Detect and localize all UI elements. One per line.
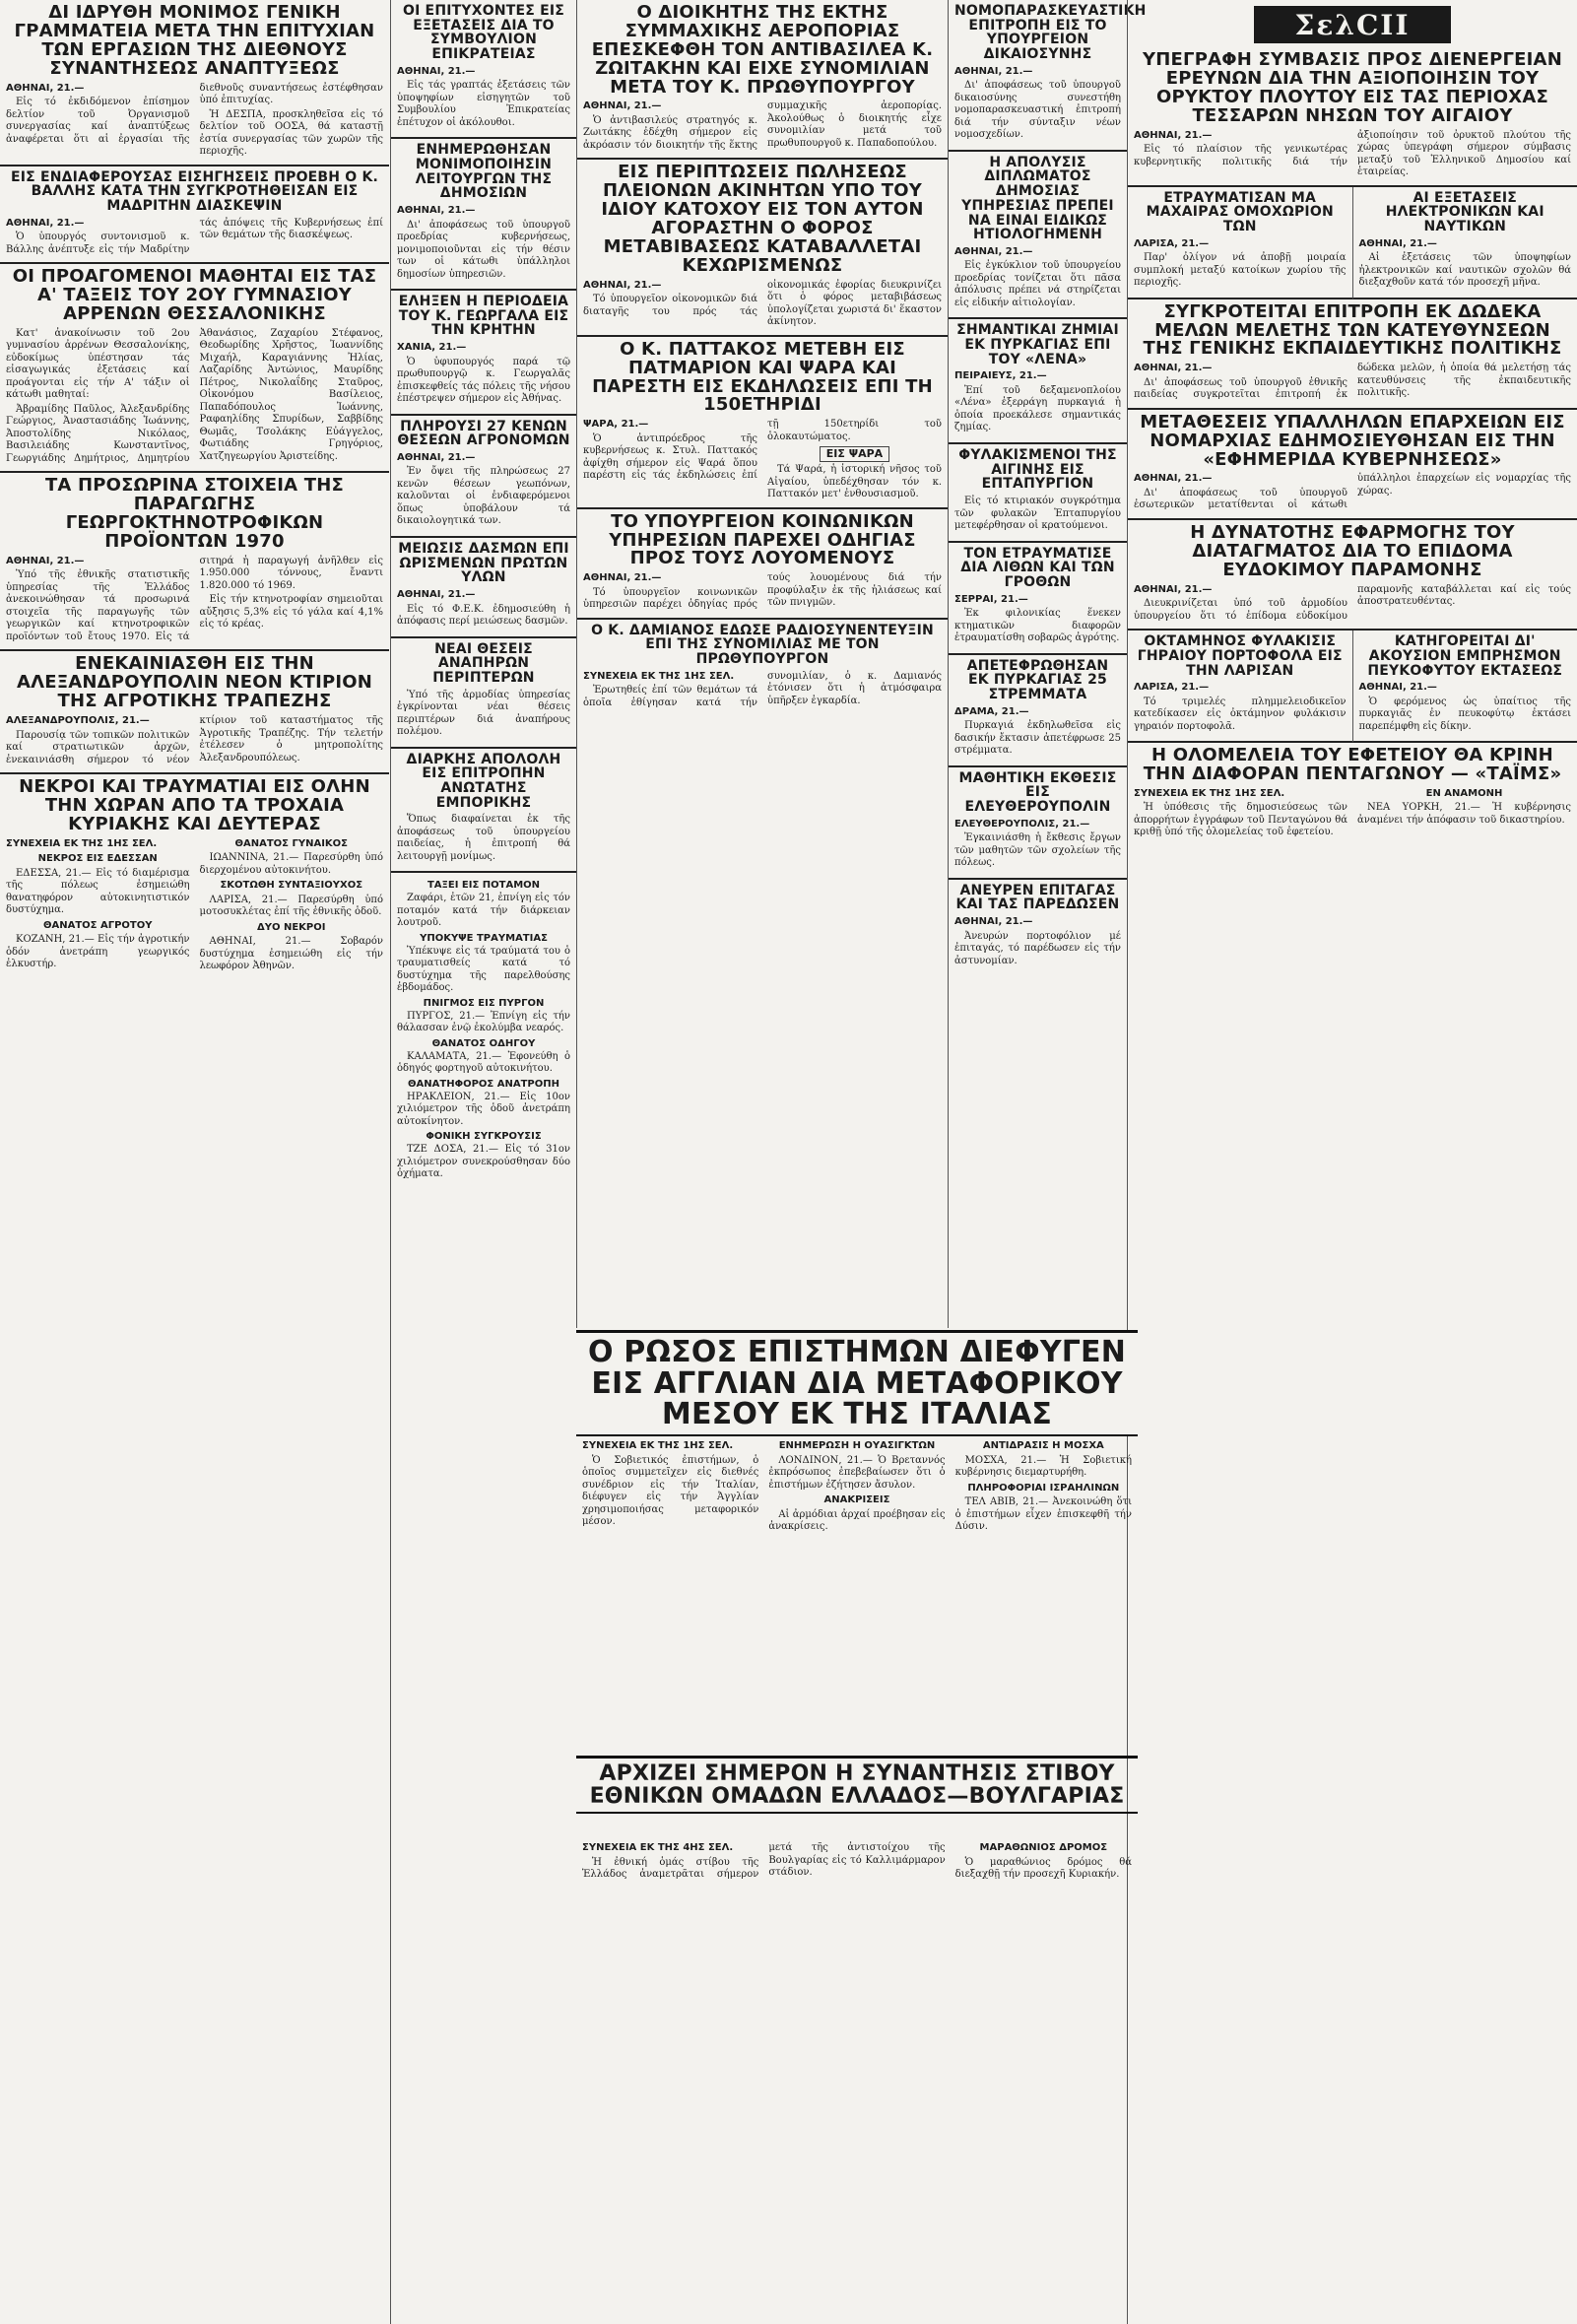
article-prisoners: ΦΥΛΑΚΙΣΜΕΝΟΙ ΤΗΣ ΑΙΓΙΝΗΣ ΕΙΣ ΕΠΤΑΠΥΡΓΙΟΝ Εἰς τό κτιριακόν συγκρότημα τῶν φυλακῶν Ἑπταπυργίου μετεφέρθησαν οἱ κρατούμενοι.: [949, 444, 1127, 543]
article-allowance-decree: Η ΔΥΝΑΤΟΤΗΣ ΕΦΑΡΜΟΓΗΣ ΤΟΥ ΔΙΑΤΑΓΜΑΤΟΣ ΔΙΑ ΤΟ ΕΠΙΔΟΜΑ ΕΥΔΟΚΙΜΟΥ ΠΑΡΑΜΟΝΗΣ ΑΘΗΝΑΙ, 21.— Διευκρινίζεται ὑπό τοῦ ἀρμοδίου ὑπουργείου ὅτι τό ἐπίδομα εὐδοκίμου παραμονῆς καταβάλλεται καί εἰς τούς ἀποστρατευθέντας.: [1128, 520, 1577, 631]
column-1: [0, 0, 389, 2324]
article-fire-25-acres: ΑΠΕΤΕΦΡΩΘΗΣΑΝ ΕΚ ΠΥΡΚΑΓΙΑΣ 25 ΣΤΡΕΜΜΑΤΑ ΔΡΑΜΑ, 21.— Πυρκαγιά ἐκδηλωθεῖσα εἰς δασικήν ἔκτασιν ἀπετέφρωσε 25 στρέμματα.: [949, 655, 1127, 767]
column-3: [576, 0, 948, 1328]
article-pentagon-times: Η ΟΛΟΜΕΛΕΙΑ ΤΟΥ ΕΦΕΤΕΙΟΥ ΘΑ ΚΡΙΝΗ ΤΗΝ ΔΙΑΦΟΡΑΝ ΠΕΝΤΑΓΩΝΟΥ — «ΤΑΪΜΣ» ΣΥΝΕΧΕΙΑ ΕΚ ΤΗΣ 1ΗΣ ΣΕΛ. Ἡ ὑπόθεσις τῆς δημοσιεύσεως τῶν ἀπορρήτων ἐγγράφων τοῦ Πενταγώνου θά κριθῇ ὑπό τῆς ὁλομελείας τοῦ ἐφετείου. ΕΝ ΑΝΑΜΟΝΗ ΝΕΑ ΥΟΡΚΗ, 21.— Ἡ κυβέρνησις ἀναμένει τήν ἀπόφασιν τοῦ δικαστηρίου.: [1134, 745, 1571, 838]
article-short-news: ΤΑΞΕΙ ΕΙΣ ΠΟΤΑΜΟΝ Ζαφάρι, ἐτῶν 21, ἐπνίγη εἰς τόν ποταμόν κατά τήν διάρκειαν λουτροῦ. ΥΠΟΚΥΨΕ ΤΡΑΥΜΑΤΙΑΣ Ὑπέκυψε εἰς τά τραύματά του ὁ τραυματισθείς κατά τό δυστύχημα τῆς παρελθούσης ἑβδομάδος. ΠΝΙΓΜΟΣ ΕΙΣ ΠΥΡΓΟΝ ΠΥΡΓΟΣ, 21.— Ἐπνίγη εἰς τήν θάλασσαν ἐνῷ ἐκολύμβα νεαρός. ΘΑΝΑΤΟΣ ΟΔΗΓΟΥ ΚΑΛΑΜΑΤΑ, 21.— Ἐφονεύθη ὁ ὁδηγός φορτηγοῦ αὐτοκινήτου. ΘΑΝΑΤΗΦΟΡΟΣ ΑΝΑΤΡΟΠΗ ΗΡΑΚΛΕΙΟΝ, 21.— Εἰς 10ον χιλιόμετρον τῆς ὁδοῦ ἀνετράπη αὐτοκίνητον. ΦΟΝΙΚΗ ΣΥΓΚΡΟΥΣΙΣ ΤΖΕ ΔΟΣΑ, 21.— Εἰς τό 31ον χιλιόμετρον συνεκρούσθησαν δύο ὀχήματα.: [397, 880, 570, 1180]
section-logo: ΣελCII: [1254, 6, 1451, 43]
article-bathers: ΤΟ ΥΠΟΥΡΓΕΙΟΝ ΚΟΙΝΩΝΙΚΩΝ ΥΠΗΡΕΣΙΩΝ ΠΑΡΕΧΕΙ ΟΔΗΓΙΑΣ ΠΡΟΣ ΤΟΥΣ ΛΟΥΟΜΕΝΟΥΣ ΑΘΗΝΑΙ, 21.— Τό ὑπουργεῖον κοινωνικῶν ὑπηρεσιῶν παρέχει ὁδηγίας πρός τούς λουομένους διά τήν προφύλαξιν ἐκ τῆς ἡλιάσεως καί τῶν πνιγμῶν.: [577, 509, 948, 620]
headline: ΟΙ ΠΡΟΑΓΟΜΕΝΟΙ ΜΑΘΗΤΑΙ ΕΙΣ ΤΑΣ Α' ΤΑΞΕΙΣ ΤΟΥ 2ΟΥ ΓΥΜΝΑΣΙΟΥ ΑΡΡΕΝΩΝ ΘΕΣΣΑΛΟΝΙΚΗΣ: [12, 266, 377, 324]
headline: ΕΙΣ ΕΝΔΙΑΦΕΡΟΥΣΑΣ ΕΙΣΗΓΗΣΕΙΣ ΠΡΟΕΒΗ Ο Κ. ΒΑΛΛΗΣ ΚΑΤΑ ΤΗΝ ΣΥΓΚΡΟΤΗΘΕΙΣΑΝ ΕΙΣ ΜΑΔΡΙΤΗΝ ΔΙΑΣΚΕΨΙΝ: [10, 168, 379, 214]
article-georgalas-crete: ΕΛΗΞΕΝ Η ΠΕΡΙΟΔΕΙΑ ΤΟΥ Κ. ΓΕΩΡΓΑΛΑ ΕΙΣ ΤΗΝ ΚΡΗΤΗΝ ΧΑΝΙΑ, 21.— Ὁ ὑφυπουργός παρά τῷ πρωθυπουργῷ κ. Γεωργαλᾶς ἐπισκεφθείς τάς πόλεις τῆς νήσου ἐπέστρεψεν σήμερον εἰς Ἀθήνας.: [391, 291, 576, 416]
article-law-committee: ΝΟΜΟΠΑΡΑΣΚΕΥΑΣΤΙΚΗ ΕΠΙΤΡΟΠΗ ΕΙΣ ΤΟ ΥΠΟΥΡΓΕΙΟΝ ΔΙΚΑΙΟΣΥΝΗΣ ΑΘΗΝΑΙ, 21.— Δι' ἀποφάσεως τοῦ ὑπουργοῦ δικαιοσύνης συνεστήθη νομοπαρασκευαστική ἐπιτροπή διά τήν σύνταξιν νέων νομοσχεδίων.: [949, 0, 1127, 152]
article-lena-fire: ΣΗΜΑΝΤΙΚΑΙ ΖΗΜΙΑΙ ΕΚ ΠΥΡΚΑΓΙΑΣ ΕΠΙ ΤΟΥ «ΛΕΝΑ» ΠΕΙΡΑΙΕΥΣ, 21.— Ἐπί τοῦ δεξαμενοπλοίου «Λένα» ἐξερράγη πυρκαγιά ἡ ὁποία προεκάλεσε σημαντικάς ζημίας.: [949, 319, 1127, 444]
article-general-secretariat: [0, 0, 389, 166]
article-vallis: ΕΙΣ ΕΝΔΙΑΦΕΡΟΥΣΑΣ ΕΙΣΗΓΗΣΕΙΣ ΠΡΟΕΒΗ Ο Κ. ΒΑΛΛΗΣ ΚΑΤΑ ΤΗΝ ΣΥΓΚΡΟΤΗΘΕΙΣΑΝ ΕΙΣ ΜΑΔΡΙΤΗΝ ΔΙΑΣΚΕΨΙΝ ΑΘΗΝΑΙ, 21.— Ὁ ὑπουργός συντονισμοῦ κ. Βάλλης ἀνέπτυξε εἰς τήν Μαδρίτην τάς ἀπόψεις τῆς Κυβερνήσεως ἐπί τῶν θεμάτων τῆς διασκέψεως.: [0, 166, 389, 265]
article-dismissal: Η ΑΠΟΛΥΣΙΣ ΔΙΠΛΩΜΑΤΟΣ ΔΗΜΟΣΙΑΣ ΥΠΗΡΕΣΙΑΣ ΠΡΕΠΕΙ ΝΑ ΕΙΝΑΙ ΕΙΔΙΚΩΣ ΗΤΙΟΛΟΓΗΜΕΝΗ ΑΘΗΝΑΙ, 21.— Εἰς ἐγκύκλιον τοῦ ὑπουργείου προεδρίας τονίζεται ὅτι πᾶσα ἀπόλυσις πρέπει νά στηρίζεται εἰς εἰδικήν αἰτιολογίαν.: [949, 152, 1127, 320]
article-body: ΑΘΗΝΑΙ, 21.— Εἰς τό ἐκδιδόμενον ἐπίσημον δελτίον τοῦ Ὀργανισμοῦ συνεργασίας καί ἀναπτύξεως ἀναφέρεται ὅτι αἱ ἐργασίαι τῆς διεθνοῦς συναντήσεως ἐστέφθησαν ὑπό ἐπιτυχίας. Ἡ ΔΕΣΠΑ, προσκληθεῖσα εἰς τό δελτίον τοῦ ΟΟΣΑ, θά καταστῇ ἐστία συνεργασίας τῶν χωρῶν τῆς περιοχῆς.: [6, 82, 383, 158]
article-kiosks: ΝΕΑΙ ΘΕΣΕΙΣ ΑΝΑΠΗΡΩΝ ΠΕΡΙΠΤΕΡΩΝ Ὑπό τῆς ἀρμοδίας ὑπηρεσίας ἐγκρίνονται νέαι θέσεις περιπτέρων διά ἀναπήρους πολέμου.: [391, 638, 576, 749]
article-agronomists: ΠΛΗΡΟΥΣΙ 27 ΚΕΝΩΝ ΘΕΣΕΩΝ ΑΓΡΟΝΟΜΩΝ ΑΘΗΝΑΙ, 21.— Ἐν ὄψει τῆς πληρώσεως 27 κενῶν θέσεων γεωπόνων, καλοῦνται οἱ ἐνδιαφερόμενοι ὅπως ὑποβάλουν τά δικαιολογητικά των.: [391, 416, 576, 538]
column-5: [1127, 0, 1577, 2324]
article-council-of-state: ΟΙ ΕΠΙΤΥΧΟΝΤΕΣ ΕΙΣ ΕΞΕΤΑΣΕΙΣ ΔΙΑ ΤΟ ΣΥΜΒΟΥΛΙΟΝ ΕΠΙΚΡΑΤΕΙΑΣ ΑΘΗΝΑΙ, 21.— Εἰς τάς γραπτάς ἐξετάσεις τῶν ὑποψηφίων εἰσηγητῶν τοῦ Συμβουλίου Ἐπικρατείας ἐπέτυχον οἱ ἀκόλουθοι.: [391, 0, 576, 139]
article-damianos-interview: Ο Κ. ΔΑΜΙΑΝΟΣ ΕΔΩΣΕ ΡΑΔΙΟΣΥΝΕΝΤΕΥΞΙΝ ΕΠΙ ΤΗΣ ΣΥΝΟΜΙΛΙΑΣ ΜΕ ΤΟΝ ΠΡΩΘΥΠΟΥΡΓΟΝ ΣΥΝΕΧΕΙΑ ΕΚ ΤΗΣ 1ΗΣ ΣΕΛ. Ἐρωτηθείς ἐπί τῶν θεμάτων τά ὁποῖα ἐθίγησαν κατά τήν συνομιλίαν, ὁ κ. Δαμιανός ἐτόνισεν ὅτι ἡ ἀτμόσφαιρα ὑπῆρξεν ἐγκαρδία.: [583, 622, 942, 708]
article-property-tax: ΕΙΣ ΠΕΡΙΠΤΩΣΕΙΣ ΠΩΛΗΣΕΩΣ ΠΛΕΙΟΝΩΝ ΑΚΙΝΗΤΩΝ ΥΠΟ ΤΟΥ ΙΔΙΟΥ ΚΑΤΟΧΟΥ ΕΙΣ ΤΟΝ ΑΥΤΟΝ ΑΓΟΡΑΣΤΗΝ Ο ΦΟΡΟΣ ΜΕΤΑΒΙΒΑΣΕΩΣ ΚΑΤΑΒΑΛΛΕΤΑΙ ΚΕΧΩΡΙΣΜΕΝΩΣ ΑΘΗΝΑΙ, 21.— Τό ὑπουργεῖον οἰκονομικῶν διά διαταγῆς του πρός τάς οἰκονομικάς ἐφορίας διευκρινίζει ὅτι ὁ φόρος μεταβιβάσεως ὑπολογίζεται χωριστά δι' ἕκαστον ἀκίνητον.: [577, 160, 948, 336]
article-tariffs: ΜΕΙΩΣΙΣ ΔΑΣΜΩΝ ΕΠΙ ΩΡΙΣΜΕΝΩΝ ΠΡΩΤΩΝ ΥΛΩΝ ΑΘΗΝΑΙ, 21.— Εἰς τό Φ.Ε.Κ. ἐδημοσιεύθη ἡ ἀπόφασις περί μειώσεως δασμῶν.: [391, 538, 576, 638]
article-education-committee: ΣΥΓΚΡΟΤΕΙΤΑΙ ΕΠΙΤΡΟΠΗ ΕΚ ΔΩΔΕΚΑ ΜΕΛΩΝ ΜΕΛΕΤΗΣ ΤΩΝ ΚΑΤΕΥΘΥΝΣΕΩΝ ΤΗΣ ΓΕΝΙΚΗΣ ΕΚΠΑΙΔΕΥΤΙΚΗΣ ΠΟΛΙΤΙΚΗΣ ΑΘΗΝΑΙ, 21.— Δι' ἀποφάσεως τοῦ ὑπουργοῦ ἐθνικῆς παιδείας συγκροτεῖται ἐπιτροπή ἐκ δώδεκα μελῶν, ἡ ὁποία θά μελετήσῃ τάς κατευθύνσεις τῆς ἐκπαιδευτικῆς πολιτικῆς.: [1128, 299, 1577, 410]
wide-headline-athletics: ΑΡΧΙΖΕΙ ΣΗΜΕΡΟΝ Η ΣΥΝΑΝΤΗΣΙΣ ΣΤΙΒΟΥ ΕΘΝΙΚΩΝ ΟΜΑΔΩΝ ΕΛΛΑΔΟΣ—ΒΟΥΛΓΑΡΙΑΣ: [576, 1756, 1138, 1814]
article-checks-found: ΑΝΕΥΡΕΝ ΕΠΙΤΑΓΑΣ ΚΑΙ ΤΑΣ ΠΑΡΕΔΩΣΕΝ ΑΘΗΝΑΙ, 21.— Ἀνευρών πορτοφόλιον μέ ἐπιταγάς, τό παρέδωσεν εἰς τήν ἀστυνομίαν.: [954, 882, 1121, 966]
column-4: [948, 0, 1147, 1328]
article-injured-stones: ΤΟΝ ΕΤΡΑΥΜΑΤΙΣΕ ΔΙΑ ΛΙΘΩΝ ΚΑΙ ΤΩΝ ΓΡΟΘΩΝ ΣΕΡΡΑΙ, 21.— Ἐκ φιλονικίας ἕνεκεν κτηματικῶν διαφορῶν ἐτραυματίσθη σοβαρῶς ἀγρότης.: [949, 543, 1127, 655]
article-electronics-exams: ΑΙ ΕΞΕΤΑΣΕΙΣ ΗΛΕΚΤΡΟΝΙΚΩΝ ΚΑΙ ΝΑΥΤΙΚΩΝ ΑΘΗΝΑΙ, 21.— Αἱ ἐξετάσεις τῶν ὑποψηφίων ἠλεκτρονικῶν καί ναυτικῶν σχολῶν θά διεξαχθοῦν κατά τόν προσεχῆ μῆνα.: [1352, 187, 1577, 299]
wide-body-athletics: ΣΥΝΕΧΕΙΑ ΕΚ ΤΗΣ 4ΗΣ ΣΕΛ. Ἡ ἐθνική ὁμάς στίβου τῆς Ἑλλάδος ἀναμετρᾶται σήμερον μετά τῆς ἀντιστοίχου τῆς Βουλγαρίας εἰς τό Καλλιμάρμαρον στάδιον. ΜΑΡΑΘΩΝΙΟΣ ΔΡΟΜΟΣ Ὁ μαραθώνιος δρόμος θά διεξαχθῇ τήν προσεχῆ Κυριακήν.: [582, 1842, 1132, 1880]
article-knife-injury: ΕΤΡΑΥΜΑΤΙΣΑΝ ΜΑ ΜΑΧΑΙΡΑΣ ΟΜΟΧΩΡΙΟΝ ΤΩΝ ΛΑΡΙΣΑ, 21.— Παρ' ὀλίγον νά ἀποβῇ μοιραία συμπλοκή μεταξύ κατοίκων χωρίου τῆς περιοχῆς.: [1128, 187, 1352, 299]
column-2: [390, 0, 576, 2324]
article-arson-charge: ΚΑΤΗΓΟΡΕΙΤΑΙ ΔΙ' ΑΚΟΥΣΙΟΝ ΕΜΠΡΗΣΜΟΝ ΠΕΥΚΟΦΥΤΟΥ ΕΚΤΑΣΕΩΣ ΑΘΗΝΑΙ, 21.— Ὁ φερόμενος ὡς ὑπαίτιος τῆς πυρκαγιᾶς ἐν πευκοφύτῳ ἐκτάσει παρεπέμφθη εἰς δίκην.: [1352, 631, 1577, 743]
article-traffic-accidents: ΝΕΚΡΟΙ ΚΑΙ ΤΡΑΥΜΑΤΙΑΙ ΕΙΣ ΟΛΗΝ ΤΗΝ ΧΩΡΑΝ ΑΠΟ ΤΑ ΤΡΟΧΑΙΑ ΚΥΡΙΑΚΗΣ ΚΑΙ ΔΕΥΤΕΡΑΣ ΣΥΝΕΧΕΙΑ ΕΚ ΤΗΣ 1ΗΣ ΣΕΛ. ΝΕΚΡΟΣ ΕΙΣ ΕΔΕΣΣΑΝ ΕΔΕΣΣΑ, 21.— Εἰς τό διαμέρισμα τῆς πόλεως ἐσημειώθη θανατηφόρον αὐτοκινητιστικόν δυστύχημα. ΘΑΝΑΤΟΣ ΑΓΡΟΤΟΥ ΚΟΖΑΝΗ, 21.— Εἰς τήν ἀγροτικήν ὁδόν ἀνετράπη γεωργικός ἐλκυστήρ. ΘΑΝΑΤΟΣ ΓΥΝΑΙΚΟΣ ΙΩΑΝΝΙΝΑ, 21.— Παρεσύρθη ὑπό διερχομένου αὐτοκινήτου. ΣΚΟΤΩΘΗ ΣΥΝΤΑΞΙΟΥΧΟΣ ΛΑΡΙΣΑ, 21.— Παρεσύρθη ὑπό μοτοσυκλέτας ἐπί τῆς ἐθνικῆς ὁδοῦ. ΔΥΟ ΝΕΚΡΟΙ ΑΘΗΝΑΙ, 21.— Σοβαρόν δυστύχημα ἐσημειώθη εἰς τήν λεωφόρον Ἀθηνῶν.: [6, 776, 383, 972]
article-students: ΟΙ ΠΡΟΑΓΟΜΕΝΟΙ ΜΑΘΗΤΑΙ ΕΙΣ ΤΑΣ Α' ΤΑΞΕΙΣ ΤΟΥ 2ΟΥ ΓΥΜΝΑΣΙΟΥ ΑΡΡΕΝΩΝ ΘΕΣΣΑΛΟΝΙΚΗΣ Κατ' ἀνακοίνωσιν τοῦ 2ου γυμνασίου ἀρρένων Θεσσαλονίκης, εὐδοκίμως ὑπέστησαν τάς εἰσαγωγικάς ἐξετάσεις καί προάγονται εἰς τήν Α' τάξιν οἱ κάτωθι μαθηταί: Ἀβραμίδης Παῦλος, Ἀλεξανδρίδης Γεώργιος, Ἀναστασιάδης Ἰωάννης, Ἀποστολίδης Νικόλαος, Βασιλειάδης Κωνσταντῖνος, Γεωργιάδης Δημήτριος, Δημητρίου Ἀθανάσιος, Ζαχαρίου Στέφανος, Θεοδωρίδης Χρῆστος, Ἰωαννίδης Μιχαήλ, Καραγιάννης Ἠλίας, Λαζαρίδης Ἀντώνιος, Μαυρίδης Πέτρος, Νικολαΐδης Σταῦρος, Οἰκονόμου Βασίλειος, Παπαδόπουλος Ἰωάννης, Ραφαηλίδης Σπυρίδων, Σαββίδης Θωμᾶς, Τσολάκης Εὐάγγελος, Φωτιάδης Γρηγόριος, Χατζηγεωργίου Ἀριστείδης.: [0, 264, 389, 473]
wide-body-russian-scientist: ΣΥΝΕΧΕΙΑ ΕΚ ΤΗΣ 1ΗΣ ΣΕΛ. Ὁ Σοβιετικός ἐπιστήμων, ὁ ὁποῖος συμμετεῖχεν εἰς διεθνές συνέδριον εἰς τήν Ἰταλίαν, διέφυγεν εἰς τήν Ἀγγλίαν χρησιμοποιήσας μεταφορικόν μέσον. ΕΝΗΜΕΡΩΣΗ Η ΟΥΑΣΙΓΚΤΩΝ ΛΟΝΔΙΝΟΝ, 21.— Ὁ Βρεταννός ἐκπρόσωπος ἐπεβεβαίωσεν ὅτι ὁ ἐπιστήμων ἐζήτησεν ἄσυλον. ΑΝΑΚΡΙΣΕΙΣ Αἱ ἀρμόδιαι ἀρχαί προέβησαν εἰς ἀνακρίσεις. ΑΝΤΙΔΡΑΣΙΣ Η ΜΟΣΧΑ ΜΟΣΧΑ, 21.— Ἡ Σοβιετική κυβέρνησις διεμαρτυρήθη. ΠΛΗΡΟΦΟΡΙΑΙ ΙΣΡΑΗΛΙΝΩΝ ΤΕΛ ΑΒΙΒ, 21.— Ἀνεκοινώθη ὅτι ὁ ἐπιστήμων εἶχεν ἐπισκεφθῆ τήν Δύσιν.: [582, 1440, 1132, 1532]
article-civil-servants: ΕΝΗΜΕΡΩΘΗΣΑΝ ΜΟΝΙΜΟΠΟΙΗΣΙΝ ΛΕΙΤΟΥΡΓΩΝ ΤΗΣ ΔΗΜΟΣΙΩΝ ΑΘΗΝΑΙ, 21.— Δι' ἀποφάσεως τοῦ ὑπουργοῦ προεδρίας κυβερνήσεως, μονιμοποιοῦνται εἰς τήν θέσιν των οἱ κάτωθι ὑπάλληλοι δημοσίων ὑπηρεσιῶν.: [391, 139, 576, 291]
article-employee-transfers: ΜΕΤΑΘΕΣΕΙΣ ΥΠΑΛΛΗΛΩΝ ΕΠΑΡΧΕΙΩΝ ΕΙΣ ΝΟΜΑΡΧΙΑΣ ΕΔΗΜΟΣΙΕΥΘΗΣΑΝ ΕΙΣ ΤΗΝ «ΕΦΗΜΕΡΙΔΑ ΚΥΒΕΡΝΗΣΕΩΣ» ΑΘΗΝΑΙ, 21.— Δι' ἀποφάσεως τοῦ ὑπουργοῦ ἐσωτερικῶν μετατίθενται οἱ κάτωθι ὑπάλληλοι ἐπαρχείων εἰς νομαρχίας τῆς χώρας.: [1128, 410, 1577, 520]
article-pickpocket: ΟΚΤΑΜΗΝΟΣ ΦΥΛΑΚΙΣΙΣ ΓΗΡΑΙΟΥ ΠΟΡΤΟΦΟΛΑ ΕΙΣ ΤΗΝ ΛΑΡΙΣΑΝ ΛΑΡΙΣΑ, 21.— Τό τριμελές πλημμελειοδικεῖον κατεδίκασεν εἰς ὀκτάμηνον φυλάκισιν γηραιόν πορτοφολᾶ.: [1128, 631, 1352, 743]
article-air-force-commander: Ο ΔΙΟΙΚΗΤΗΣ ΤΗΣ ΕΚΤΗΣ ΣΥΜΜΑΧΙΚΗΣ ΑΕΡΟΠΟΡΙΑΣ ΕΠΕΣΚΕΦΘΗ ΤΟΝ ΑΝΤΙΒΑΣΙΛΕΑ Κ. ΖΩΙΤΑΚΗΝ ΚΑΙ ΕΙΧΕ ΣΥΝΟΜΙΛΙΑΝ ΜΕΤΑ ΤΟΥ Κ. ΠΡΩΘΥΠΟΥΡΓΟΥ ΑΘΗΝΑΙ, 21.— Ὁ ἀντιβασιλεύς στρατηγός κ. Ζωιτάκης ἐδέχθη σήμερον εἰς ἀκρόασιν τόν διοικητήν τῆς ἕκτης συμμαχικῆς ἀεροπορίας. Ἀκολούθως ὁ διοικητής εἶχε συνομιλίαν μετά τοῦ πρωθυπουργοῦ κ. Παπαδοπούλου.: [577, 0, 948, 160]
article-pattakos-psara: Ο Κ. ΠΑΤΤΑΚΟΣ ΜΕΤΕΒΗ ΕΙΣ ΠΑΤΜΑΡΙΟΝ ΚΑΙ ΨΑΡΑ ΚΑΙ ΠΑΡΕΣΤΗ ΕΙΣ ΕΚΔΗΛΩΣΕΙΣ ΕΠΙ ΤΗ 150ΕΤΗΡΙΔΙ ΨΑΡΑ, 21.— Ὁ ἀντιπρόεδρος τῆς κυβερνήσεως κ. Στυλ. Παττακός ἀφίχθη σήμερον εἰς Ψαρά ὅπου παρέστη εἰς τάς ἐκδηλώσεις ἐπί τῇ 150ετηρίδι τοῦ ὁλοκαυτώματος. ΕΙΣ ΨΑΡΑ Τά Ψαρά, ἡ ἱστορική νῆσος τοῦ Αἰγαίου, ὑπεδέχθησαν τόν κ. Παττακόν μετ' ἐνθουσιασμοῦ.: [577, 337, 948, 509]
headline: ΔΙ ΙΔΡΥΘΗ ΜΟΝΙΜΟΣ ΓΕΝΙΚΗ ΓΡΑΜΜΑΤΕΙΑ ΜΕΤΑ ΤΗΝ ΕΠΙΤΥΧΙΑΝ ΤΩΝ ΕΡΓΑΣΙΩΝ ΤΗΣ ΔΙΕΘΝΟΥΣ ΣΥΝΑΝΤΗΣΕΩΣ ΑΝΑΠΤΥΞΕΩΣ: [14, 2, 375, 79]
article-student-exhibition: ΜΑΘΗΤΙΚΗ ΕΚΘΕΣΙΣ ΕΙΣ ΕΛΕΥΘΕΡΟΥΠΟΛΙΝ ΕΛΕΥΘΕΡΟΥΠΟΛΙΣ, 21.— Ἐγκαινιάσθη ἡ ἔκθεσις ἔργων τῶν μαθητῶν τῶν σχολείων τῆς πόλεως.: [949, 767, 1127, 880]
headline: ΤΑ ΠΡΟΣΩΡΙΝΑ ΣΤΟΙΧΕΙΑ ΤΗΣ ΠΑΡΑΓΩΓΗΣ ΓΕΩΡΓΟΚΤΗΝΟΤΡΟΦΙΚΩΝ ΠΡΟΪΟΝΤΩΝ 1970: [44, 475, 345, 552]
article-mineral-research: ΥΠΕΓΡΑΦΗ ΣΥΜΒΑΣΙΣ ΠΡΟΣ ΔΙΕΝΕΡΓΕΙΑΝ ΕΡΕΥΝΩΝ ΔΙΑ ΤΗΝ ΑΞΙΟΠΟΙΗΣΙΝ ΤΟΥ ΟΡΥΚΤΟΥ ΠΛΟΥΤΟΥ ΕΙΣ ΤΑΣ ΠΕΡΙΟΧΑΣ ΤΕΣΣΑΡΩΝ ΝΗΣΩΝ ΤΟΥ ΑΙΓΑΙΟΥ ΑΘΗΝΑΙ, 21.— Εἰς τό πλαίσιον τῆς γενικωτέρας κυβερνητικῆς πολιτικῆς διά τήν ἀξιοποίησιν τοῦ ὀρυκτοῦ πλούτου τῆς χώρας ὑπεγράφη σήμερον σύμβασις μεταξύ τοῦ Ἑλληνικοῦ Δημοσίου καί ἑταιρείας.: [1128, 47, 1577, 187]
headline: ΝΕΚΡΟΙ ΚΑΙ ΤΡΑΥΜΑΤΙΑΙ ΕΙΣ ΟΛΗΝ ΤΗΝ ΧΩΡΑΝ ΑΠΟ ΤΑ ΤΡΟΧΑΙΑ ΚΥΡΙΑΚΗΣ ΚΑΙ ΔΕΥΤΕΡΑΣ: [19, 776, 370, 834]
article-commercial-school: ΔΙΑΡΚΗΣ ΑΠΟΛΟΛΗ ΕΙΣ ΕΠΙΤΡΟΠΗΝ ΑΝΩΤΑΤΗΣ ΕΜΠΟΡΙΚΗΣ Ὅπως διαφαίνεται ἐκ τῆς ἀποφάσεως τοῦ ὑπουργείου παιδείας, ἡ ἐπιτροπή θά λειτουργῇ μονίμως.: [391, 749, 576, 874]
wide-headline-russian-scientist: Ο ΡΩΣΟΣ ΕΠΙΣΤΗΜΩΝ ΔΙΕΦΥΓΕΝ ΕΙΣ ΑΓΓΛΙΑΝ ΔΙΑ ΜΕΤΑΦΟΡΙΚΟΥ ΜΕΣΟΥ ΕΚ ΤΗΣ ΙΤΑΛΙΑΣ: [576, 1330, 1138, 1436]
headline: ΕΝΕΚΑΙΝΙΑΣΘΗ ΕΙΣ ΤΗΝ ΑΛΕΞΑΝΔΡΟΥΠΟΛΙΝ ΝΕΟΝ ΚΤΙΡΙΟΝ ΤΗΣ ΑΓΡΟΤΙΚΗΣ ΤΡΑΠΕΖΗΣ: [16, 653, 373, 712]
article-agricultural-stats: ΤΑ ΠΡΟΣΩΡΙΝΑ ΣΤΟΙΧΕΙΑ ΤΗΣ ΠΑΡΑΓΩΓΗΣ ΓΕΩΡΓΟΚΤΗΝΟΤΡΟΦΙΚΩΝ ΠΡΟΪΟΝΤΩΝ 1970 ΑΘΗΝΑΙ, 21.— Ὑπό τῆς ἐθνικῆς στατιστικῆς ὑπηρεσίας τῆς Ἑλλάδος ἀνεκοινώθησαν τά προσωρινά στοιχεῖα τῆς παραγωγῆς τῶν γεωργικῶν καί κτηνοτροφικῶν προϊόντων τοῦ ἔτους 1970. Εἰς τά σιτηρά ἡ παραγωγή ἀνῆλθεν εἰς 1.950.000 τόννους, ἔναντι 1.820.000 τό 1969. Εἰς τήν κτηνοτροφίαν σημειοῦται αὔξησις 5,3% εἰς τό γάλα καί 4,1% εἰς τό κρέας.: [0, 473, 389, 651]
article-alexandroupolis-bank: ΕΝΕΚΑΙΝΙΑΣΘΗ ΕΙΣ ΤΗΝ ΑΛΕΞΑΝΔΡΟΥΠΟΛΙΝ ΝΕΟΝ ΚΤΙΡΙΟΝ ΤΗΣ ΑΓΡΟΤΙΚΗΣ ΤΡΑΠΕΖΗΣ ΑΛΕΞΑΝΔΡΟΥΠΟΛΙΣ, 21.— Παρουσίᾳ τῶν τοπικῶν πολιτικῶν καί στρατιωτικῶν ἀρχῶν, ἐνεκαινιάσθη σήμερον τό νέον κτίριον τοῦ καταστήματος τῆς Ἀγροτικῆς Τραπέζης. Τήν τελετήν ἐτέλεσεν ὁ μητροπολίτης Ἀλεξανδρουπόλεως.: [0, 651, 389, 774]
